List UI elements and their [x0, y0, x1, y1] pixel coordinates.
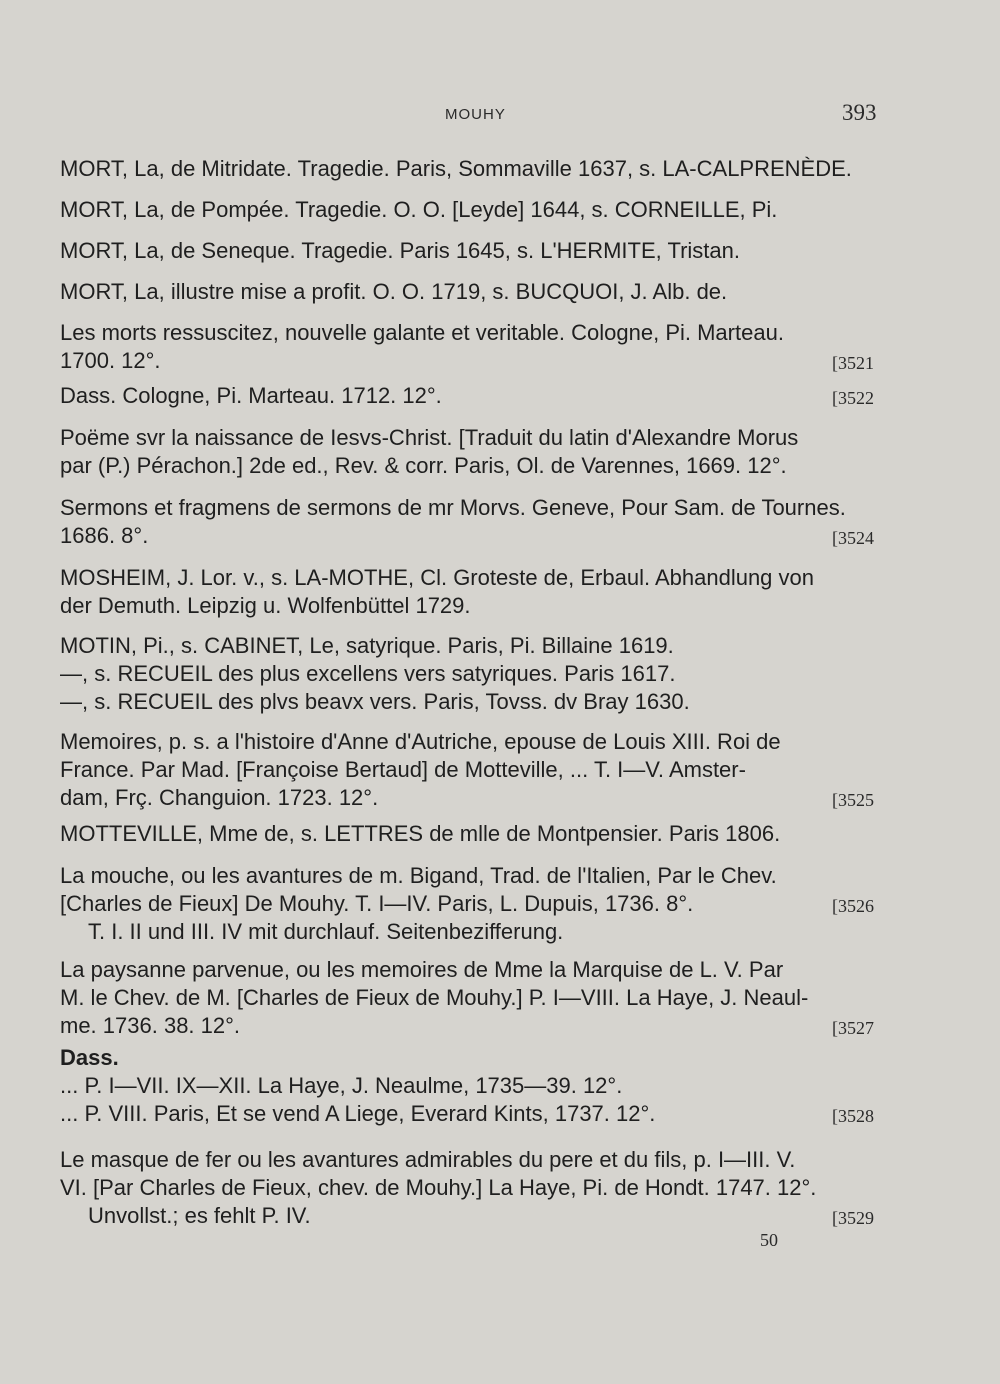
catalog-number: [3526 — [832, 896, 874, 916]
entry-line: me. 1736. 38. 12°. — [60, 1013, 241, 1038]
catalog-number: [3525 — [832, 790, 874, 810]
entry-line: ... P. VIII. Paris, Et se vend A Liege, Everard Kints, 1737. 12°. — [60, 1101, 656, 1126]
entry-line: Unvollst.; es fehlt P. IV. — [88, 1203, 311, 1228]
running-head: MOUHY — [445, 106, 506, 123]
catalog-number: [3528 — [832, 1106, 874, 1126]
entry-line: MOTTEVILLE, Mme de, s. LETTRES de mlle de Montpensier. Paris 1806. — [60, 821, 781, 846]
entry-line: par (P.) Pérachon.] 2de ed., Rev. & corr. Paris, Ol. de Varennes, 1669. 12°. — [60, 453, 787, 478]
entry-line: dam, Frç. Changuion. 1723. 12°. — [60, 785, 379, 810]
signature-mark: 50 — [760, 1230, 778, 1250]
entry-line: Dass. — [60, 1045, 119, 1070]
entry-line: Dass. Cologne, Pi. Marteau. 1712. 12°. — [60, 383, 442, 408]
entry-line: Memoires, p. s. a l'histoire d'Anne d'Autriche, epouse de Louis XIII. Roi de — [60, 729, 781, 754]
entry-line: ... P. I—VII. IX—XII. La Haye, J. Neaulme, 1735—39. 12°. — [60, 1073, 623, 1098]
entry-line: M. le Chev. de M. [Charles de Fieux de Mouhy.] P. I—VIII. La Haye, J. Neaul- — [60, 985, 809, 1010]
entry-line: La mouche, ou les avantures de m. Bigand, Trad. de l'Italien, Par le Chev. — [60, 863, 777, 888]
entry-line: MOTIN, Pi., s. CABINET, Le, satyrique. Paris, Pi. Billaine 1619. — [60, 633, 674, 658]
catalog-number: [3521 — [832, 353, 874, 373]
catalog-number: [3524 — [832, 528, 874, 548]
entry-line: der Demuth. Leipzig u. Wolfenbüttel 1729. — [60, 593, 471, 618]
catalog-number: [3527 — [832, 1018, 874, 1038]
entry-line: —, s. RECUEIL des plus excellens vers satyriques. Paris 1617. — [60, 661, 676, 686]
entry-line: La paysanne parvenue, ou les memoires de Mme la Marquise de L. V. Par — [60, 957, 784, 982]
entry-line: MORT, La, illustre mise a profit. O. O. 1719, s. BUCQUOI, J. Alb. de. — [60, 279, 728, 304]
entry-line: —, s. RECUEIL des plvs beavx vers. Paris, Tovss. dv Bray 1630. — [60, 689, 690, 714]
entry-line: Le masque de fer ou les avantures admirables du pere et du fils, p. I—III. V. — [60, 1147, 796, 1172]
catalog-number: [3522 — [832, 388, 874, 408]
entry-line: Poëme svr la naissance de Iesvs-Christ. [Traduit du latin d'Alexandre Morus — [60, 425, 799, 450]
entry-line: Les morts ressuscitez, nouvelle galante et veritable. Cologne, Pi. Marteau. — [60, 320, 784, 345]
entry-line: VI. [Par Charles de Fieux, chev. de Mouhy.] La Haye, Pi. de Hondt. 1747. 12°. — [60, 1175, 817, 1200]
entry-line: 1700. 12°. — [60, 348, 161, 373]
entry-line: MORT, La, de Pompée. Tragedie. O. O. [Leyde] 1644, s. CORNEILLE, Pi. — [60, 197, 778, 222]
entry-line: 1686. 8°. — [60, 523, 149, 548]
entry-line: Sermons et fragmens de sermons de mr Morvs. Geneve, Pour Sam. de Tournes. — [60, 495, 846, 520]
entry-line: MOSHEIM, J. Lor. v., s. LA-MOTHE, Cl. Groteste de, Erbaul. Abhandlung von — [60, 565, 815, 590]
entry-line: France. Par Mad. [Françoise Bertaud] de Motteville, ... T. I—V. Amster- — [60, 757, 746, 782]
entry-line: MORT, La, de Seneque. Tragedie. Paris 1645, s. L'HERMITE, Tristan. — [60, 238, 741, 263]
entry-line: [Charles de Fieux] De Mouhy. T. I—IV. Paris, L. Dupuis, 1736. 8°. — [60, 891, 694, 916]
page-number: 393 — [842, 100, 877, 125]
entry-line: MORT, La, de Mitridate. Tragedie. Paris, Sommaville 1637, s. LA-CALPRENÈDE. — [60, 156, 852, 181]
entry-line: T. I. II und III. IV mit durchlauf. Seitenbezifferung. — [88, 919, 564, 944]
catalog-number: [3529 — [832, 1208, 874, 1228]
